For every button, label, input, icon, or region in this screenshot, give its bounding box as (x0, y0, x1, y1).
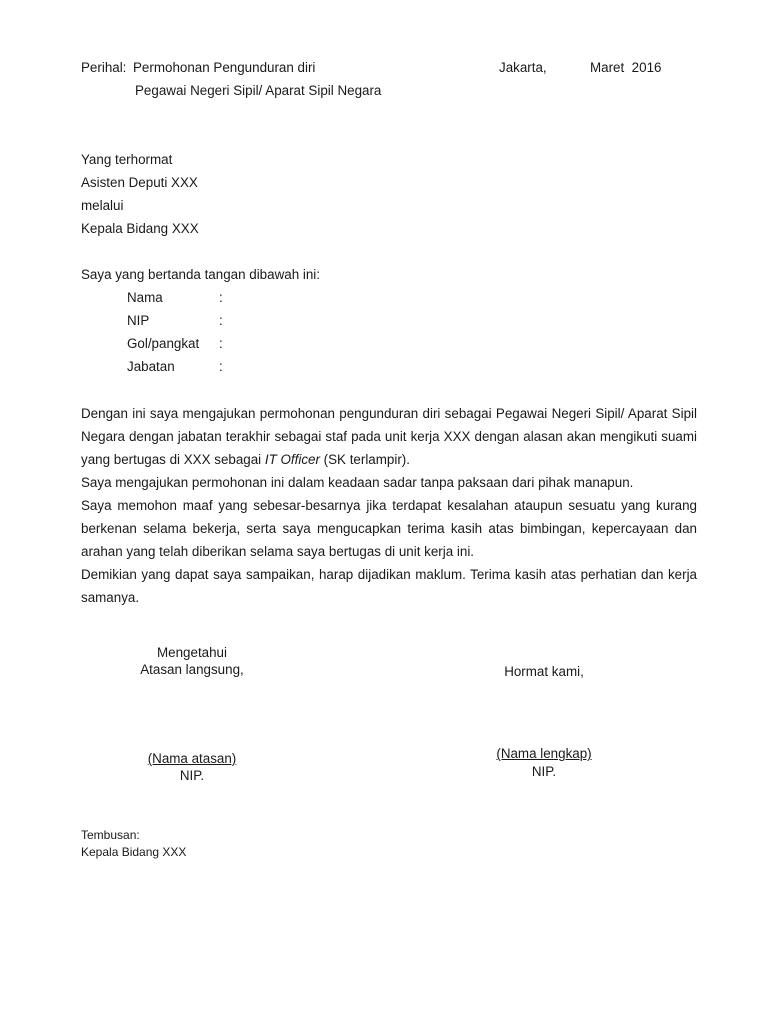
body-paragraph-3: Saya memohon maaf yang sebesar-besarnya jika terdapat kesalahan ataupun sesuatu yang kurang berkenan selama bekerja, serta saya mengucapkan terima kasih atas bimbingan, kepercayaan dan arahan yang telah diberikan selama saya bertugas di unit kerja ini. (81, 498, 697, 559)
perihal-line1: Permohonan Pengunduran diri (133, 60, 316, 75)
body-paragraph-4: Demikian yang dapat saya sampaikan, harap dijadikan maklum. Terima kasih atas perhatian dan kerja samanya. (81, 567, 697, 605)
field-label: Gol/pangkat (127, 336, 200, 351)
body-paragraph-1: Dengan ini saya mengajukan permohonan pengunduran diri sebagai Pegawai Negeri Sipil/ Aparat Sipil Negara dengan jabatan terakhir sebagai staf pada unit kerja XXX dengan alasan akan mengikuti suami yang bertugas di XXX sebagai IT Officer (SK terlampir). (81, 406, 697, 467)
sig-left-nip: NIP. (179, 768, 205, 783)
recipient-line-4: Kepala Bidang XXX (81, 221, 199, 236)
field-colon: : (219, 313, 223, 328)
cc-label: Tembusan: (81, 828, 140, 842)
field-colon: : (219, 336, 223, 351)
recipient-line-1: Yang terhormat (81, 152, 173, 167)
perihal-line2: Pegawai Negeri Sipil/ Aparat Sipil Negara (135, 83, 382, 98)
field-label: NIP (127, 313, 150, 328)
field-label: Nama (127, 290, 163, 305)
sig-left-atasan: Atasan langsung, (140, 662, 244, 677)
field-colon: : (219, 359, 223, 374)
sig-right-name: (Nama lengkap) (496, 746, 592, 761)
letter-city: Jakarta, (499, 60, 547, 75)
sig-right-hormat: Hormat kami, (504, 664, 584, 679)
field-colon: : (219, 290, 223, 305)
cc-line-1: Kepala Bidang XXX (81, 845, 187, 859)
letter-date: Maret 2016 (590, 60, 662, 75)
recipient-line-2: Asisten Deputi XXX (81, 175, 198, 190)
sig-left-name: (Nama atasan) (147, 751, 237, 766)
sig-left-mengetahui: Mengetahui (157, 645, 227, 660)
perihal-label: Perihal: (81, 60, 127, 75)
field-label: Jabatan (127, 359, 175, 374)
body-paragraph-2: Saya mengajukan permohonan ini dalam keadaan sadar tanpa paksaan dari pihak manapun. (81, 475, 634, 490)
sig-right-nip: NIP. (531, 764, 557, 779)
recipient-line-3: melalui (81, 198, 124, 213)
it-officer-text: IT Officer (264, 452, 320, 467)
letter-body (81, 402, 697, 609)
intro-text: Saya yang bertanda tangan dibawah ini: (81, 267, 320, 282)
